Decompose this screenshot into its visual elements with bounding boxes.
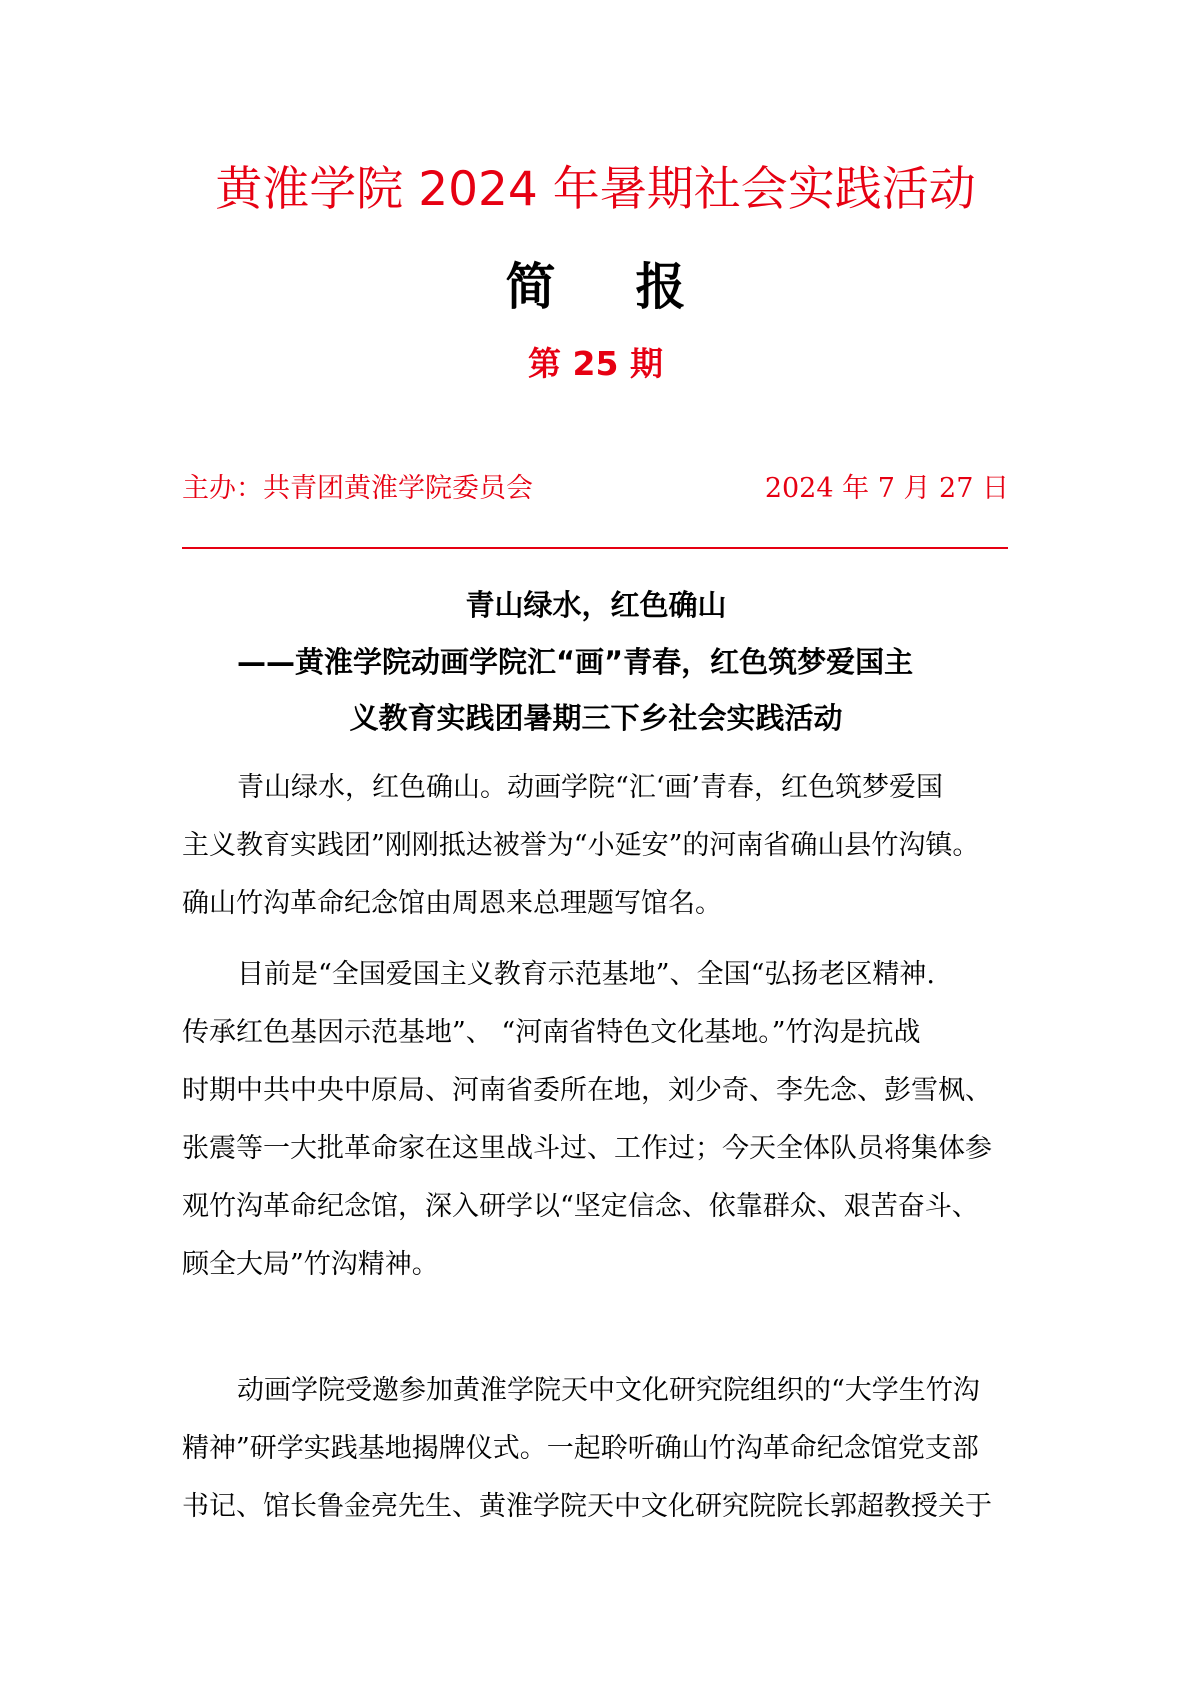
article-title: 青山绿水，红色确山 <box>465 588 727 622</box>
paragraph-line: 精神”研学实践基地揭牌仪式。一起聆听确山竹沟革命纪念馆党支部 <box>182 1433 979 1464</box>
body-paragraph <box>182 759 1010 933</box>
publish-date: 2024 年 7 月 27 日 <box>764 473 1009 504</box>
paragraph-line: 主义教育实践团”刚刚抵达被誉为“小延安”的河南省确山县竹沟镇。 <box>182 830 980 861</box>
paragraph-line: 青山绿水，红色确山。动画学院“汇‘画’青春，红色筑梦爱国 <box>237 772 943 803</box>
paragraph-line: 动画学院受邀参加黄淮学院天中文化研究院组织的“大学生竹沟 <box>237 1375 980 1406</box>
header-divider <box>182 547 1008 549</box>
issue-number: 第 25 期 <box>528 344 663 383</box>
paragraph-line: 张震等一大批革命家在这里战斗过、工作过；今天全体队员将集体参 <box>182 1133 992 1164</box>
sponsor-line: 主办：共青团黄淮学院委员会 <box>182 473 533 504</box>
body-paragraph <box>182 946 1010 1294</box>
article-subtitle-line: 义教育实践团暑期三下乡社会实践活动 <box>349 701 843 735</box>
paragraph-line: 书记、馆长鲁金亮先生、黄淮学院天中文化研究院院长郭超教授关于 <box>182 1491 992 1522</box>
body-paragraph <box>182 1362 1010 1536</box>
paragraph-line: 传承红色基因示范基地”、 “河南省特色文化基地。”竹沟是抗战 <box>182 1017 921 1048</box>
paragraph-line: 目前是“全国爱国主义教育示范基地”、全国“弘扬老区精神. <box>237 959 935 990</box>
article-subtitle <box>182 634 1010 746</box>
paragraph-line: 确山竹沟革命纪念馆由周恩来总理题写馆名。 <box>182 888 722 919</box>
paragraph-line: 时期中共中央中原局、河南省委所在地，刘少奇、李先念、彭雪枫、 <box>182 1075 992 1106</box>
paragraph-line: 顾全大局”竹沟精神。 <box>182 1249 439 1280</box>
bulletin-main-title: 黄淮学院 2024 年暑期社会实践活动 <box>215 162 976 217</box>
paragraph-line: 观竹沟革命纪念馆，深入研学以“坚定信念、依靠群众、艰苦奋斗、 <box>182 1191 979 1222</box>
article-subtitle-line: ——黄淮学院动画学院汇“画”青春，红色筑梦爱国主 <box>237 645 914 679</box>
bulletin-subtitle: 简报 <box>505 258 766 316</box>
